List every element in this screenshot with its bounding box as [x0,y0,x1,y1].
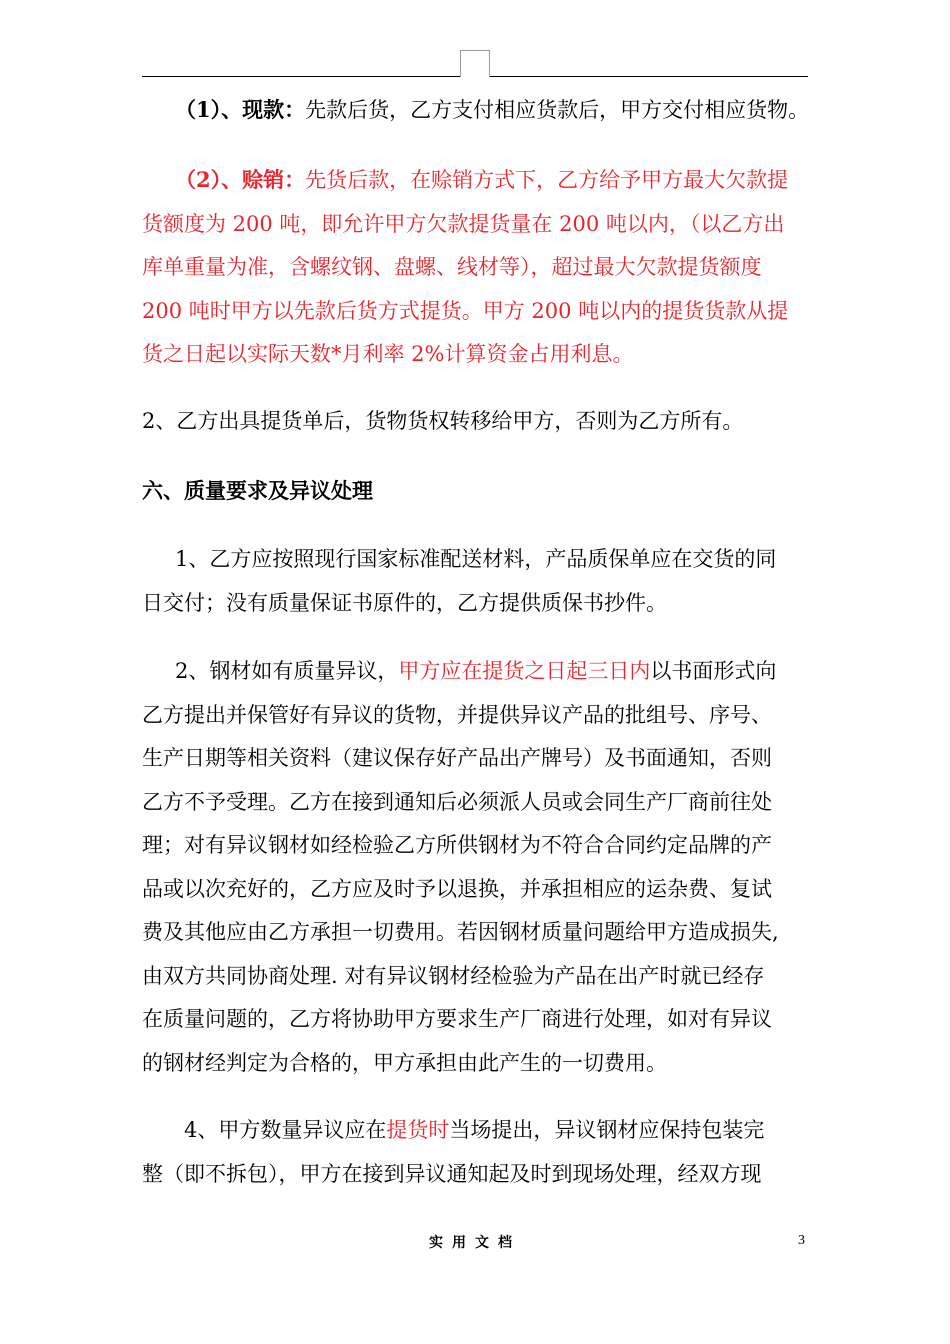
p2-line-9: 在质量问题的，乙方将协助甲方要求生产厂商进行处理，如对有异议 [142,1007,772,1031]
p2-line-8: 由双方共同协商处理. 对有异议钢材经检验为产品在出产时就已经存 [142,963,765,988]
p2-line-7: 费及其他应由乙方承担一切费用。若因钢材质量问题给甲方造成损失, [142,920,779,944]
credit-line-2: 货额度为 200 吨，即允许甲方欠款提货量在 200 吨以内，（以乙方出 [142,211,785,236]
quality-paragraph-4 [142,1109,814,1196]
p4-line-2: 整（即不拆包），甲方在接到异议通知起及时到现场处理，经双方现 [142,1161,762,1186]
p2-line-4: 乙方不予受理。乙方在接到通知后必须派人员或会同生产厂商前往处 [142,789,772,814]
p4-suffix: 当场提出，异议钢材应保持包装完 [449,1118,765,1142]
p2-line-2: 乙方提出并保管好有异议的货物，并提供异议产品的批组号、序号、 [142,702,772,727]
p2-line-3: 生产日期等相关资料（建议保存好产品出产牌号）及书面通知，否则 [142,746,772,770]
section-heading: 六、质量要求及异议处理 [142,478,373,503]
credit-label: （2）、赊销： [175,167,306,192]
credit-paragraph [142,158,814,377]
page-number: 3 [798,1233,805,1248]
credit-line-4: 200 吨时甲方以先款后货方式提货。甲方 200 吨以内的提货货款从提 [142,298,789,323]
p2-suffix: 以书面形式向 [650,659,777,683]
cash-text: 先款后货，乙方支付相应货款后，甲方交付相应货物。 [305,98,810,122]
quality-paragraph-2 [142,650,814,1085]
p4-red-timing: 提货时 [386,1118,450,1142]
quality-paragraph-1 [142,538,814,625]
p2-line-6: 品或以次充好的，乙方应及时予以退换，并承担相应的运杂费、复试 [142,876,772,901]
p2-line-10: 的钢材经判定为合格的，甲方承担由此产生的一切费用。 [142,1050,667,1075]
credit-line-5: 货之日起以实际天数*月利率 2%计算资金占用利息。 [142,342,634,366]
p1-line-1: 1、乙方应按照现行国家标准配送材料，产品质保单应在交货的同 [175,547,777,571]
p2-red-deadline: 甲方应在提货之日起三日内 [398,659,651,683]
p2-prefix: 2、钢材如有质量异议， [175,659,399,683]
cash-paragraph [175,88,847,133]
p4-prefix: 4、甲方数量异议应在 [184,1118,387,1142]
transfer-paragraph: 2、乙方出具提货单后，货物货权转移给甲方，否则为乙方所有。 [142,409,744,433]
credit-line-3: 库单重量为准，含螺纹钢、盘螺、线材等），超过最大欠款提货额度 [142,255,762,279]
p1-line-2: 日交付；没有质量保证书原件的，乙方提供质保书抄件。 [142,590,667,615]
credit-line-1: 先货后款，在赊销方式下，乙方给予甲方最大欠款提 [305,168,789,192]
footer-label: 实用文档 [429,1235,521,1251]
cash-label: （1）、现款： [175,97,306,122]
p2-line-5: 理；对有异议钢材如经检验乙方所供钢材为不符合合同约定品牌的产 [142,833,772,857]
header-box [460,50,490,77]
